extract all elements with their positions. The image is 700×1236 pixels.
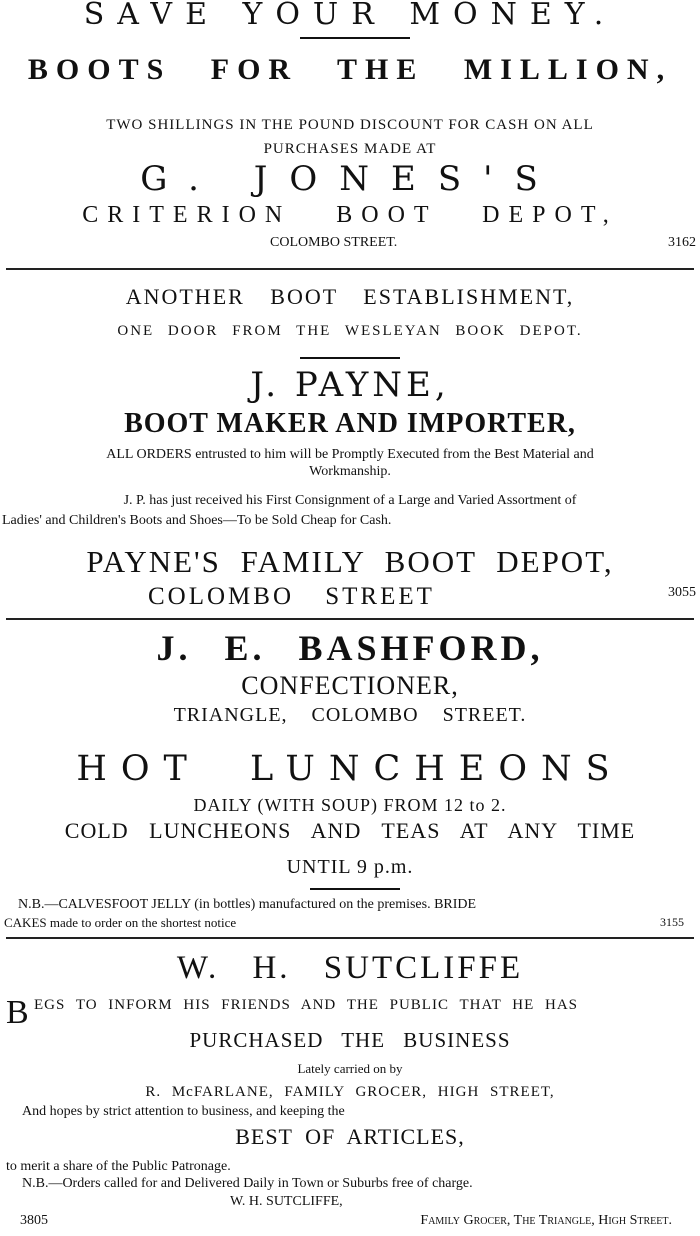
ad3-until: UNTIL 9 p.m. <box>286 856 414 878</box>
ad4-name: W. H. SUTCLIFFE <box>176 950 524 986</box>
ad2-headline: ANOTHER BOOT ESTABLISHMENT, <box>125 284 575 309</box>
ad1-discount-line1: TWO SHILLINGS IN THE POUND DISCOUNT FOR CASH ON ALL <box>106 117 594 133</box>
ad2-consign-line1: J. P. has just received his First Consignment of a Large and Varied Assortment of <box>123 493 577 508</box>
ad2-orders-line2: Workmanship. <box>309 464 391 479</box>
ad4-previous: R. McFARLANE, FAMILY GROCER, HIGH STREET, <box>145 1084 555 1100</box>
ad1-street: COLOMBO STREET. <box>270 235 398 250</box>
ad4-signature: W. H. SUTCLIFFE, <box>230 1194 343 1209</box>
short-rule <box>300 357 400 359</box>
ad3-daily: DAILY (WITH SOUP) FROM 12 to 2. <box>193 795 507 815</box>
ad2-depot: PAYNE'S FAMILY BOOT DEPOT, <box>86 544 614 579</box>
ad1-depot: CRITERION BOOT DEPOT, <box>82 202 618 228</box>
ad4-best: BEST OF ARTICLES, <box>235 1124 465 1149</box>
ad2-location: ONE DOOR FROM THE WESLEYAN BOOK DEPOT. <box>117 323 583 339</box>
divider <box>6 937 694 939</box>
ad4-begs-line1: EGS TO INFORM HIS FRIENDS AND THE PUBLIC THAT HE HAS <box>34 997 579 1013</box>
ad2-trade: BOOT MAKER AND IMPORTER, <box>124 408 576 439</box>
ad4-lately: Lately carried on by <box>297 1061 403 1076</box>
divider <box>6 618 694 620</box>
ad4-footer: Family Grocer, The Triangle, High Street. <box>420 1213 672 1228</box>
short-rule <box>300 37 410 39</box>
ad4-ref: 3805 <box>20 1213 48 1228</box>
ad1-ref: 3162 <box>668 235 696 250</box>
divider <box>6 268 694 270</box>
short-rule <box>310 888 400 890</box>
ad4-hopes: And hopes by strict attention to business, and keeping the <box>22 1104 345 1119</box>
ad2-street: COLOMBO STREET <box>148 583 435 610</box>
ad3-nb-line1: N.B.—CALVESFOOT JELLY (in bottles) manufactured on the premises. BRIDE <box>18 897 477 912</box>
ad1-discount-line2: PURCHASES MADE AT <box>263 141 437 157</box>
ad3-trade: CONFECTIONER, <box>241 671 459 700</box>
ad4-initial: B <box>6 994 29 1031</box>
ad2-orders-line1: ALL ORDERS entrusted to him will be Promptly Executed from the Best Material and <box>106 447 594 462</box>
ad2-ref: 3055 <box>668 585 696 600</box>
ad2-consign-line2: Ladies' and Children's Boots and Shoes—To be Sold Cheap for Cash. <box>2 513 392 528</box>
ad4-nb: N.B.—Orders called for and Delivered Daily in Town or Suburbs free of charge. <box>22 1176 473 1191</box>
ad3-hot: HOT LUNCHEONS <box>76 749 624 789</box>
ad3-nb-line2: CAKES made to order on the shortest notice <box>4 915 237 930</box>
ad3-name: J. E. BASHFORD, <box>156 628 544 668</box>
ad3-ref: 3155 <box>660 915 684 929</box>
ad4-merit: to merit a share of the Public Patronage. <box>6 1159 231 1174</box>
ad3-address: TRIANGLE, COLOMBO STREET. <box>173 704 527 726</box>
ad4-purchased: PURCHASED THE BUSINESS <box>189 1028 511 1052</box>
ad1-title: BOOTS FOR THE MILLION, <box>27 53 673 86</box>
ad3-cold: COLD LUNCHEONS AND TEAS AT ANY TIME <box>64 818 636 843</box>
ad1-name: G. JONES'S <box>140 159 560 199</box>
ad2-name: J. PAYNE, <box>250 365 450 405</box>
ad1-headline: SAVE YOUR MONEY. <box>83 0 617 32</box>
